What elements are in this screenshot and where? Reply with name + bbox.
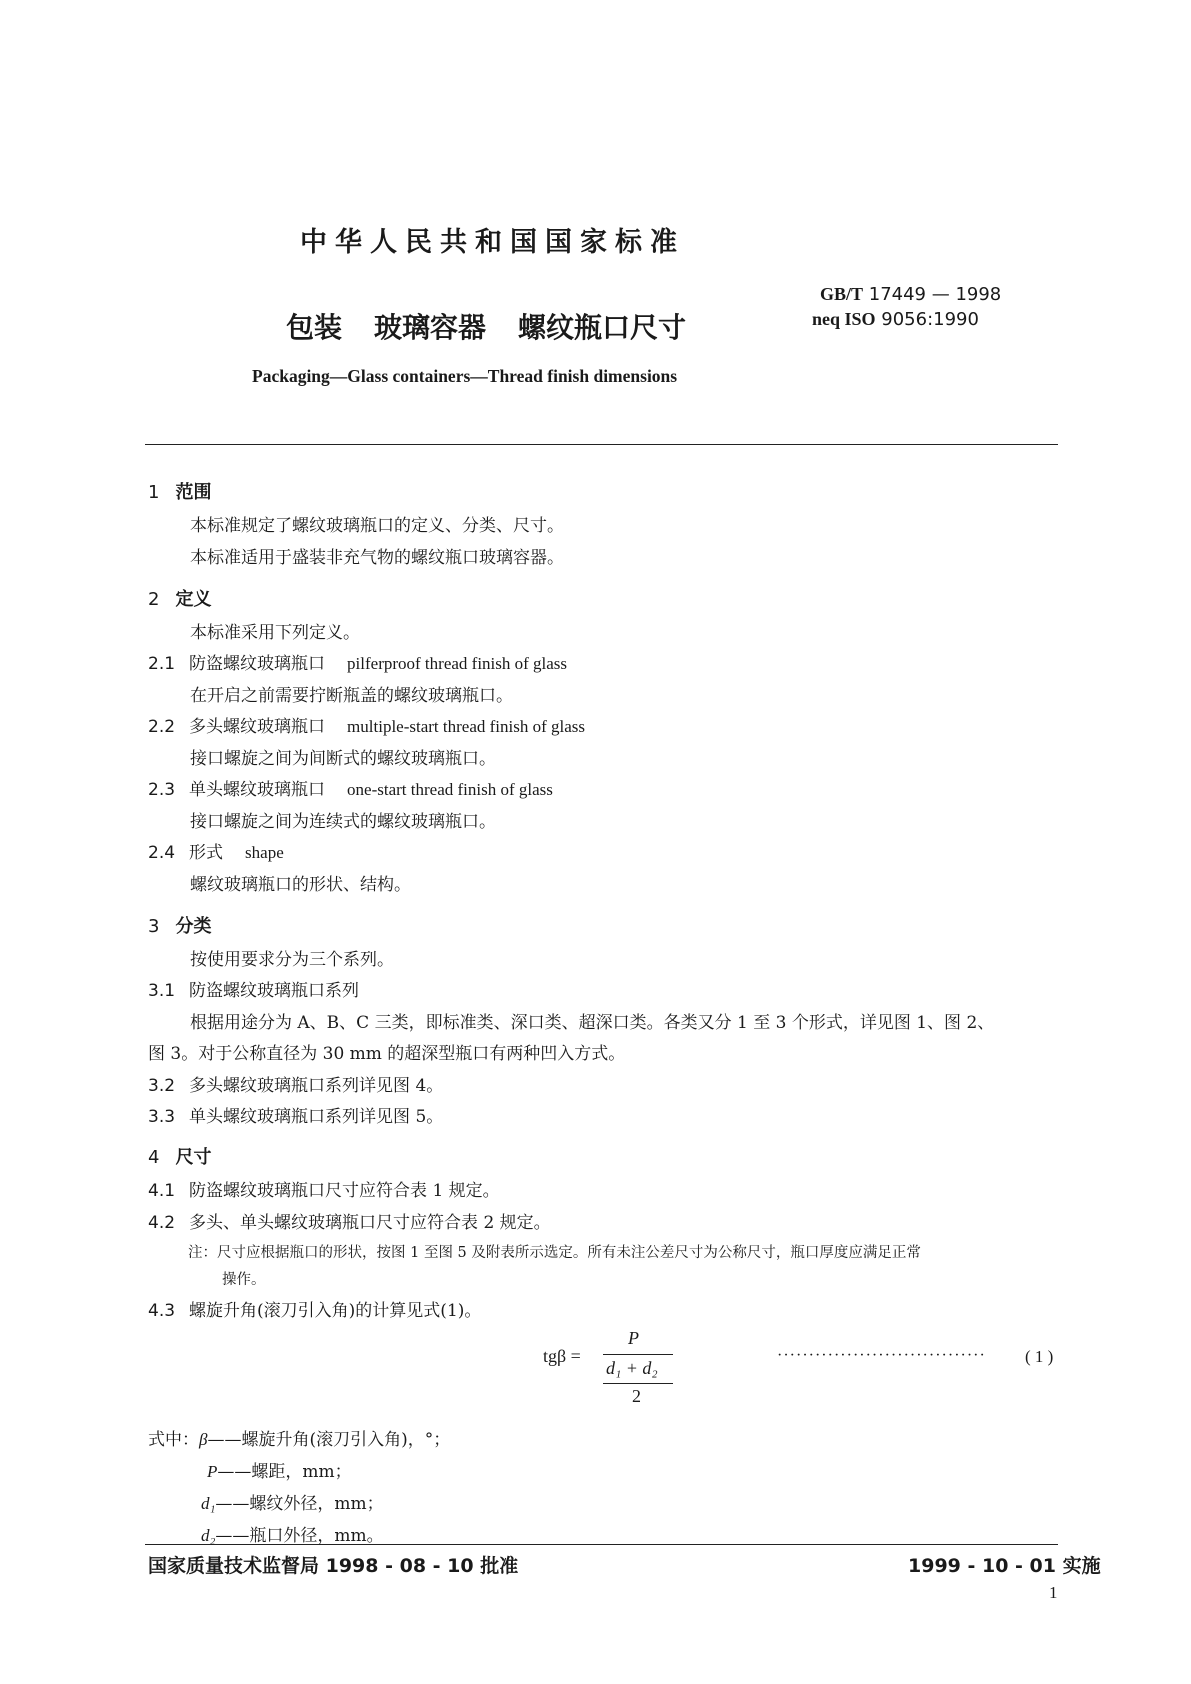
implementation-date: 1999 - 10 - 01 实施 [908,1555,1101,1577]
clause-4-3: 4.3 螺旋升角(滚刀引入角)的计算见式(1)。 [148,1301,482,1321]
where-line-2: P——螺距，mm； [207,1462,352,1482]
definition-2-3: 2.3 单头螺纹玻璃瓶口 one-start thread finish of glass [148,780,553,800]
formula-lhs: tgβ = [543,1346,581,1366]
formula-inner-fraction-bar [603,1383,673,1384]
clause-3-3: 3.3 单头螺纹玻璃瓶口系列详见图 5。 [148,1107,444,1127]
definition-2-1-desc: 在开启之前需要拧断瓶盖的螺纹玻璃瓶口。 [190,686,513,706]
standard-number-block [812,282,1002,332]
national-standard-heading: 中华人民共和国国家标准 [300,227,685,258]
section-4-heading: 4 尺寸 [148,1147,212,1168]
page-number: 1 [1049,1583,1058,1602]
standard-code: GB/T 17449 — 1998 [820,284,1002,305]
where-line-4: d₂——瓶口外径，mm。 [201,1526,384,1546]
clause-3-2: 3.2 多头螺纹玻璃瓶口系列详见图 4。 [148,1076,444,1096]
footer-divider [145,1544,1058,1545]
clause-4-1: 4.1 防盗螺纹玻璃瓶口尺寸应符合表 1 规定。 [148,1181,500,1201]
formula-main-fraction-bar [603,1354,673,1355]
title-part-2: 玻璃容器 [374,311,487,344]
clause-4-2: 4.2 多头、单头螺纹玻璃瓶口尺寸应符合表 2 规定。 [148,1213,551,1233]
section-1-para-1: 本标准规定了螺纹玻璃瓶口的定义、分类、尺寸。 [190,516,564,536]
section-3-heading: 3 分类 [148,916,212,937]
section-3-para-1: 按使用要求分为三个系列。 [190,950,394,970]
note-line-1: 注：尺寸应根据瓶口的形状，按图 1 至图 5 及附表所示选定。所有未注公差尺寸为公称尺寸，瓶口厚度应满足正常 [188,1245,921,1261]
where-line-1: 式中：β——螺旋升角(滚刀引入角)，°； [148,1430,451,1450]
definition-2-4: 2.4 形式 shape [148,843,284,863]
definition-2-4-desc: 螺纹玻璃瓶口的形状、结构。 [190,875,411,895]
english-title: Packaging—Glass containers—Thread finish dimensions [252,366,678,386]
formula-leader-dots: ································· [777,1347,986,1364]
note-line-2: 操作。 [222,1272,266,1288]
equivalent-standard: neq ISO 9056:1990 [812,309,979,330]
document-title [286,306,686,346]
section-1-heading: 1 范围 [148,482,212,503]
definition-2-3-desc: 接口螺旋之间为连续式的螺纹玻璃瓶口。 [190,812,496,832]
definition-2-1: 2.1 防盗螺纹玻璃瓶口 pilferproof thread finish of glass [148,654,568,674]
where-line-3: d₁——螺纹外径，mm； [201,1494,384,1514]
section-2-heading: 2 定义 [148,589,212,610]
clause-3-1: 3.1 防盗螺纹玻璃瓶口系列 [148,981,360,1001]
title-part-3: 螺纹瓶口尺寸 [518,311,687,344]
formula-label: ( 1 ) [1025,1347,1054,1366]
formula-denominator-sum: d₁ + d₂ [606,1358,658,1378]
header-divider [145,444,1058,445]
formula-denominator-two: 2 [632,1386,641,1406]
section-1-para-2: 本标准适用于盛装非充气物的螺纹瓶口玻璃容器。 [190,548,564,568]
title-part-1: 包装 [286,311,343,344]
definition-2-2-desc: 接口螺旋之间为间断式的螺纹玻璃瓶口。 [190,749,496,769]
approval-date: 国家质量技术监督局 1998 - 08 - 10 批准 [148,1555,519,1577]
clause-3-1-desc-1: 根据用途分为 A、B、C 三类，即标准类、深口类、超深口类。各类又分 1 至 3 个形式，详见图 1、图 2、 [190,1013,995,1033]
section-2-para-1: 本标准采用下列定义。 [190,623,360,643]
clause-3-1-desc-2: 图 3。对于公称直径为 30 mm 的超深型瓶口有两种凹入方式。 [148,1044,626,1064]
definition-2-2: 2.2 多头螺纹玻璃瓶口 multiple-start thread finish of glass [148,717,585,737]
formula-numerator: P [628,1328,639,1348]
